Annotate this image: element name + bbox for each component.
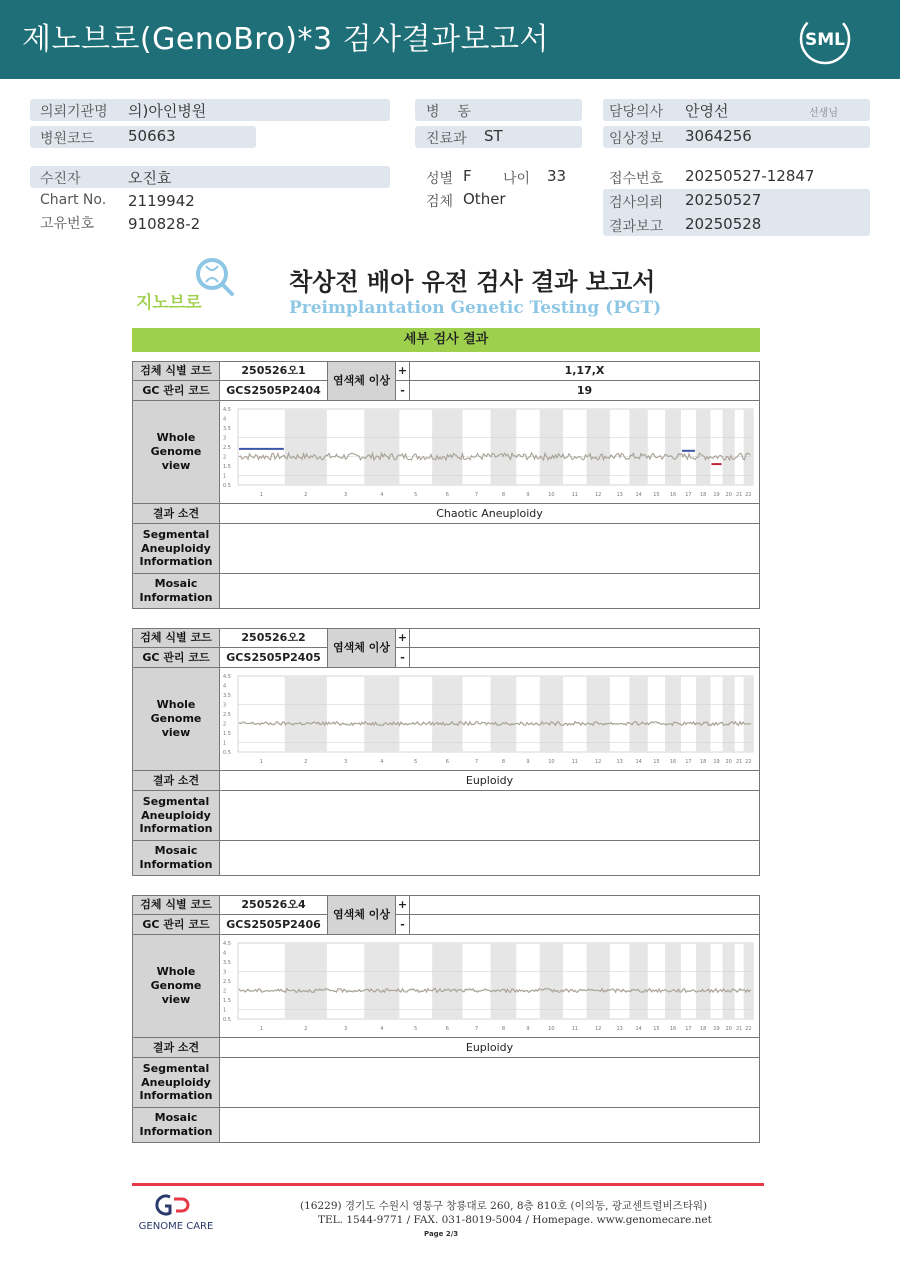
y-tick-label: 1 (223, 473, 227, 480)
chromosome-label: 15 (653, 492, 660, 498)
chromosome-label: 17 (685, 759, 692, 765)
y-tick-label: 3.5 (223, 960, 231, 966)
y-tick-label: 3 (223, 702, 227, 709)
mosaic-value (219, 840, 760, 876)
chromosome-band (491, 676, 517, 752)
clinical-value: 3064256 (685, 127, 752, 145)
segmental-label: Segmental Aneuploidy Information (132, 523, 220, 574)
gc-code-value: GCS2505P2405 (219, 647, 328, 668)
loss-chromosomes (409, 647, 760, 668)
genome-care-logo-text: GENOME CARE (138, 1221, 214, 1232)
chromosome-label: 16 (669, 492, 677, 498)
chromosome-label: 13 (616, 1026, 623, 1032)
chromosome-label: 18 (699, 759, 707, 765)
sex-label: 성별 (426, 171, 454, 187)
chromosome-label: 13 (616, 492, 623, 498)
chromosome-band (540, 409, 563, 485)
chromosome-label: 2 (304, 759, 308, 765)
chromosome-label: 9 (526, 1026, 530, 1032)
sml-logo (798, 12, 852, 66)
sample-id-value: 250526오1 (219, 361, 328, 381)
minus-sign: - (395, 647, 410, 668)
sample-id-label: 검체 식별 코드 (132, 361, 220, 381)
y-tick-label: 1 (223, 740, 227, 747)
chromosome-label: 11 (571, 492, 578, 498)
chromosome-label: 21 (736, 1026, 743, 1032)
y-tick-label: 0.5 (223, 1017, 231, 1023)
gc-code-label: GC 관리 코드 (132, 914, 220, 935)
chromosome-band (630, 676, 648, 752)
result-label: 결과 소견 (132, 503, 220, 524)
result-value: Chaotic Aneuploidy (219, 503, 760, 524)
chromosome-band (723, 943, 735, 1019)
chromosome-label: 10 (548, 492, 555, 498)
chromosome-label: 8 (501, 1026, 506, 1032)
hospital-code-value: 50663 (128, 127, 176, 145)
chromosome-label: 4 (380, 759, 384, 765)
y-tick-label: 2 (223, 454, 227, 461)
doctor-label: 담당의사 (609, 104, 664, 120)
chromosome-band (432, 409, 462, 485)
chromosome-band (586, 943, 609, 1019)
chromosome-band (432, 676, 462, 752)
gc-code-label: GC 관리 코드 (132, 647, 220, 668)
chromosome-label: 12 (594, 1026, 602, 1032)
chromosome-label: 14 (635, 1026, 642, 1032)
plus-sign: + (395, 895, 410, 915)
sample-id-label: 검체 식별 코드 (132, 628, 220, 648)
chromosome-label: 6 (445, 1026, 449, 1032)
sml-logo-text: SML (805, 30, 845, 50)
receipt-label: 접수번호 (609, 171, 664, 187)
footer-contact: TEL. 1544-9771 / FAX. 031-8019-5004 / Homepage. www.genomecare.net (318, 1214, 712, 1226)
chromosome-label: 8 (501, 759, 506, 765)
y-tick-label: 2 (223, 988, 227, 995)
chart-no-label: Chart No. (40, 192, 107, 208)
chromosome-band (723, 676, 735, 752)
result-value: Euploidy (219, 770, 760, 791)
unique-id-label: 고유번호 (40, 216, 95, 232)
footer-divider (132, 1183, 764, 1186)
y-tick-label: 2.5 (223, 712, 231, 718)
chromosome-label: 22 (745, 492, 752, 498)
loss-chromosomes: 19 (409, 380, 760, 401)
chromosome-band (744, 943, 753, 1019)
y-tick-label: 4.5 (223, 407, 231, 413)
chromosome-label: 8 (501, 492, 506, 498)
genobro-logo-text: 지노브로 (136, 293, 202, 313)
chromosome-label: 10 (548, 1026, 555, 1032)
y-tick-label: 2 (223, 721, 227, 728)
dept-value: ST (484, 127, 503, 145)
chrom-abnormal-label: 염색체 이상 (327, 361, 396, 401)
chromosome-band (364, 676, 399, 752)
sample-id-label: 검체 식별 코드 (132, 895, 220, 915)
plus-sign: + (395, 361, 410, 381)
sample-id-value: 250526오2 (219, 628, 328, 648)
chromosome-label: 3 (343, 759, 348, 765)
chromosome-band (723, 409, 735, 485)
examinee-label: 수진자 (40, 171, 81, 187)
chromosome-label: 7 (474, 1026, 479, 1032)
chromosome-label: 1 (259, 759, 263, 765)
chromosome-label: 1 (259, 1026, 263, 1032)
chromosome-label: 4 (380, 492, 384, 498)
examinee-row-bg (30, 166, 390, 188)
chromosome-label: 22 (745, 1026, 752, 1032)
institution-label: 의뢰기관명 (40, 104, 108, 120)
minus-sign: - (395, 914, 410, 935)
chromosome-band (432, 943, 462, 1019)
chromosome-band (540, 676, 563, 752)
whole-genome-chart (220, 668, 759, 770)
chromosome-label: 20 (725, 492, 732, 498)
chromosome-label: 16 (669, 1026, 677, 1032)
mosaic-label: Mosaic Information (132, 840, 220, 876)
chromosome-band (630, 409, 648, 485)
age-value: 33 (547, 167, 567, 185)
chromosome-label: 15 (653, 1026, 660, 1032)
chromosome-band (665, 676, 681, 752)
chromosome-label: 19 (713, 759, 720, 765)
segmental-label: Segmental Aneuploidy Information (132, 790, 220, 841)
chromosome-band (744, 676, 753, 752)
segmental-value (219, 523, 760, 574)
chromosome-label: 9 (526, 492, 530, 498)
y-tick-label: 4 (223, 416, 227, 423)
chromosome-band (586, 409, 609, 485)
whole-genome-chart-cell (219, 400, 760, 504)
page-title: 제노브로(GenoBro)*3 검사결과보고서 (22, 22, 549, 57)
chromosome-label: 9 (526, 759, 530, 765)
y-tick-label: 1.5 (223, 998, 231, 1004)
chromosome-band (744, 409, 753, 485)
chromosome-label: 16 (669, 759, 677, 765)
chromosome-band (285, 676, 327, 752)
genome-care-logo (130, 1193, 222, 1235)
report-date-label: 결과보고 (609, 219, 664, 235)
hospital-code-label: 병원코드 (40, 131, 95, 147)
chromosome-band (665, 409, 681, 485)
examinee-value: 오진효 (128, 169, 172, 187)
y-tick-label: 2.5 (223, 445, 231, 451)
gc-code-value: GCS2505P2406 (219, 914, 328, 935)
chromosome-label: 5 (414, 492, 418, 498)
mosaic-label: Mosaic Information (132, 1107, 220, 1143)
whole-genome-chart (220, 401, 759, 503)
chromosome-label: 3 (343, 1026, 348, 1032)
unique-id-value: 910828-2 (128, 215, 201, 233)
y-tick-label: 1.5 (223, 731, 231, 737)
chromosome-label: 5 (414, 1026, 418, 1032)
chromosome-label: 7 (474, 759, 479, 765)
gc-code-label: GC 관리 코드 (132, 380, 220, 401)
clinical-label: 임상정보 (609, 131, 664, 147)
chromosome-band (586, 676, 609, 752)
chromosome-band (491, 409, 517, 485)
chromosome-band (696, 676, 711, 752)
gain-chromosomes (409, 895, 760, 915)
whole-genome-chart-cell (219, 934, 760, 1038)
gc-code-value: GCS2505P2404 (219, 380, 328, 401)
report-subtitle: Preimplantation Genetic Testing (PGT) (289, 298, 662, 318)
mosaic-value (219, 573, 760, 609)
chromosome-label: 17 (685, 492, 692, 498)
receipt-value: 20250527-12847 (685, 167, 815, 185)
result-label: 결과 소견 (132, 770, 220, 791)
chromosome-label: 2 (304, 492, 308, 498)
y-tick-label: 4 (223, 950, 227, 957)
y-tick-label: 4.5 (223, 674, 231, 680)
segmental-value (219, 1057, 760, 1108)
chromosome-label: 14 (635, 492, 642, 498)
chromosome-label: 18 (699, 1026, 707, 1032)
y-tick-label: 2.5 (223, 979, 231, 985)
ward-label: 병 동 (426, 104, 471, 120)
result-label: 결과 소견 (132, 1037, 220, 1058)
mosaic-label: Mosaic Information (132, 573, 220, 609)
chromosome-band (491, 943, 517, 1019)
whole-genome-label: Whole Genome view (132, 667, 220, 771)
gain-chromosomes (409, 628, 760, 648)
chromosome-band (285, 409, 327, 485)
y-tick-label: 3.5 (223, 426, 231, 432)
chromosome-label: 21 (736, 759, 743, 765)
chromosome-band (630, 943, 648, 1019)
chromosome-label: 12 (594, 759, 602, 765)
segmental-value (219, 790, 760, 841)
report-title: 착상전 배아 유전 검사 결과 보고서 (289, 268, 656, 296)
chromosome-label: 6 (445, 759, 449, 765)
request-date-label: 검사의뢰 (609, 195, 664, 211)
segmental-label: Segmental Aneuploidy Information (132, 1057, 220, 1108)
y-tick-label: 1.5 (223, 464, 231, 470)
chromosome-band (285, 943, 327, 1019)
gain-chromosomes: 1,17,X (409, 361, 760, 381)
doctor-value: 안영선 (685, 102, 729, 120)
y-tick-label: 3.5 (223, 693, 231, 699)
whole-genome-label: Whole Genome view (132, 400, 220, 504)
chromosome-band (696, 943, 711, 1019)
chromosome-label: 3 (343, 492, 348, 498)
institution-value: 의)아인병원 (128, 102, 207, 120)
chromosome-label: 10 (548, 759, 555, 765)
whole-genome-chart (220, 935, 759, 1037)
chrom-abnormal-label: 염색체 이상 (327, 895, 396, 935)
chromosome-label: 17 (685, 1026, 692, 1032)
y-tick-label: 1 (223, 1007, 227, 1014)
chromosome-band (364, 943, 399, 1019)
chromosome-band (540, 943, 563, 1019)
y-tick-label: 3 (223, 435, 227, 442)
chromosome-label: 6 (445, 492, 449, 498)
section-title: 세부 검사 결과 (132, 328, 760, 352)
chromosome-label: 11 (571, 1026, 578, 1032)
report-date-value: 20250528 (685, 215, 762, 233)
chromosome-label: 21 (736, 492, 743, 498)
request-date-value: 20250527 (685, 191, 762, 209)
y-tick-label: 0.5 (223, 750, 231, 756)
chromosome-label: 18 (699, 492, 707, 498)
loss-chromosomes (409, 914, 760, 935)
genobro-logo (130, 256, 246, 316)
chromosome-label: 22 (745, 759, 752, 765)
chromosome-label: 4 (380, 1026, 384, 1032)
mosaic-value (219, 1107, 760, 1143)
chromosome-label: 5 (414, 759, 418, 765)
whole-genome-chart-cell (219, 667, 760, 771)
chromosome-label: 13 (616, 759, 623, 765)
age-label: 나이 (503, 171, 531, 187)
chromosome-label: 7 (474, 492, 479, 498)
specimen-value: Other (463, 190, 506, 208)
doctor-suffix: 선생님 (809, 108, 838, 119)
chromosome-band (364, 409, 399, 485)
footer-address: (16229) 경기도 수원시 영통구 창룡대로 260, 8층 810호 (이의동, 광교센트럴비즈타워) (300, 1200, 708, 1212)
y-tick-label: 0.5 (223, 483, 231, 489)
sex-value: F (463, 167, 472, 185)
chart-no-value: 2119942 (128, 192, 195, 210)
chromosome-label: 20 (725, 759, 732, 765)
chromosome-label: 19 (713, 492, 720, 498)
chrom-abnormal-label: 염색체 이상 (327, 628, 396, 668)
chromosome-label: 20 (725, 1026, 732, 1032)
y-tick-label: 4.5 (223, 941, 231, 947)
result-value: Euploidy (219, 1037, 760, 1058)
specimen-label: 검체 (426, 194, 454, 210)
chromosome-label: 19 (713, 1026, 720, 1032)
chromosome-band (665, 943, 681, 1019)
plus-sign: + (395, 628, 410, 648)
y-tick-label: 4 (223, 683, 227, 690)
dept-label: 진료과 (426, 131, 467, 147)
chromosome-label: 1 (259, 492, 263, 498)
chromosome-label: 14 (635, 759, 642, 765)
sample-id-value: 250526오4 (219, 895, 328, 915)
chromosome-label: 11 (571, 759, 578, 765)
page-number: Page 2/3 (424, 1230, 459, 1238)
whole-genome-label: Whole Genome view (132, 934, 220, 1038)
chromosome-label: 2 (304, 1026, 308, 1032)
y-tick-label: 3 (223, 969, 227, 976)
chromosome-band (696, 409, 711, 485)
chromosome-label: 12 (594, 492, 602, 498)
chromosome-label: 15 (653, 759, 660, 765)
minus-sign: - (395, 380, 410, 401)
